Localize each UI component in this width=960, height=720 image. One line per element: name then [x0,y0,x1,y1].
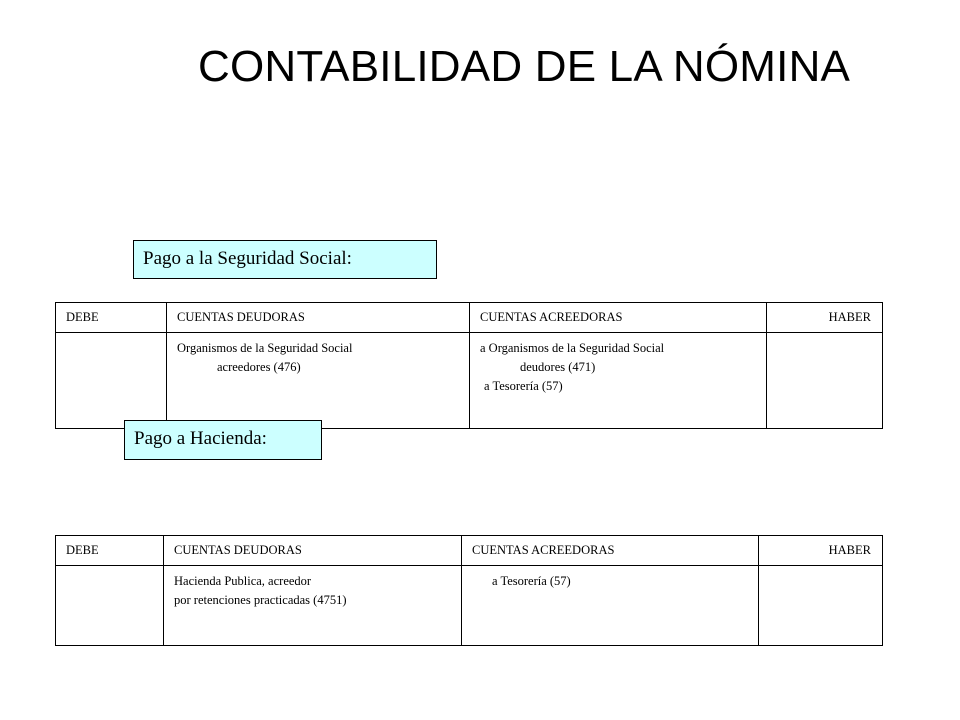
acreedoras-line-1: a Organismos de la Seguridad Social [480,341,665,355]
section-label-seguridad-social [133,240,437,279]
header-haber-text: HABER [828,310,871,324]
header-debe [56,303,167,333]
header-debe [56,536,164,566]
header-cuentas-acreedoras-text: CUENTAS ACREEDORAS [480,310,623,324]
header-cuentas-acreedoras [470,303,767,333]
cell-cuentas-acreedoras [462,566,759,646]
deudoras-line-2: acreedores (476) [217,360,301,374]
header-debe-text: DEBE [66,310,99,324]
page-title: CONTABILIDAD DE LA NÓMINA [198,42,851,91]
header-cuentas-acreedoras [462,536,759,566]
cell-cuentas-deudoras [167,333,470,429]
table-header-row [56,303,883,333]
cell-debe [56,333,167,429]
deudoras-line-2: por retenciones practicadas (4751) [174,593,347,607]
ledger-table-hacienda [55,535,883,646]
header-debe-text: DEBE [66,543,99,557]
cell-haber [759,566,883,646]
cell-cuentas-deudoras [164,566,462,646]
header-haber [767,303,883,333]
ledger-table-seguridad-social [55,302,883,429]
header-haber [759,536,883,566]
header-cuentas-deudoras-text: CUENTAS DEUDORAS [177,310,305,324]
section-label-text: Pago a la Seguridad Social: [143,248,352,269]
header-cuentas-deudoras [167,303,470,333]
table-header-row [56,536,883,566]
section-label-hacienda [124,420,322,460]
deudoras-line-1: Organismos de la Seguridad Social [177,341,353,355]
cell-debe-text [56,333,166,339]
table-row [56,566,883,646]
section-label-text: Pago a Hacienda: [134,428,267,449]
acreedoras-line-1: a Tesorería (57) [492,574,571,588]
header-haber-text: HABER [828,543,871,557]
cell-debe [56,566,164,646]
header-cuentas-deudoras [164,536,462,566]
cell-debe-text [56,566,163,572]
cell-haber-text [759,566,882,572]
cell-haber [767,333,883,429]
cell-cuentas-acreedoras [470,333,767,429]
cell-haber-text [767,333,882,339]
header-cuentas-deudoras-text: CUENTAS DEUDORAS [174,543,302,557]
header-cuentas-acreedoras-text: CUENTAS ACREEDORAS [472,543,615,557]
acreedoras-line-2: deudores (471) [520,360,596,374]
table-row [56,333,883,429]
deudoras-line-1: Hacienda Publica, acreedor [174,574,312,588]
acreedoras-line-3: a Tesorería (57) [484,379,563,393]
